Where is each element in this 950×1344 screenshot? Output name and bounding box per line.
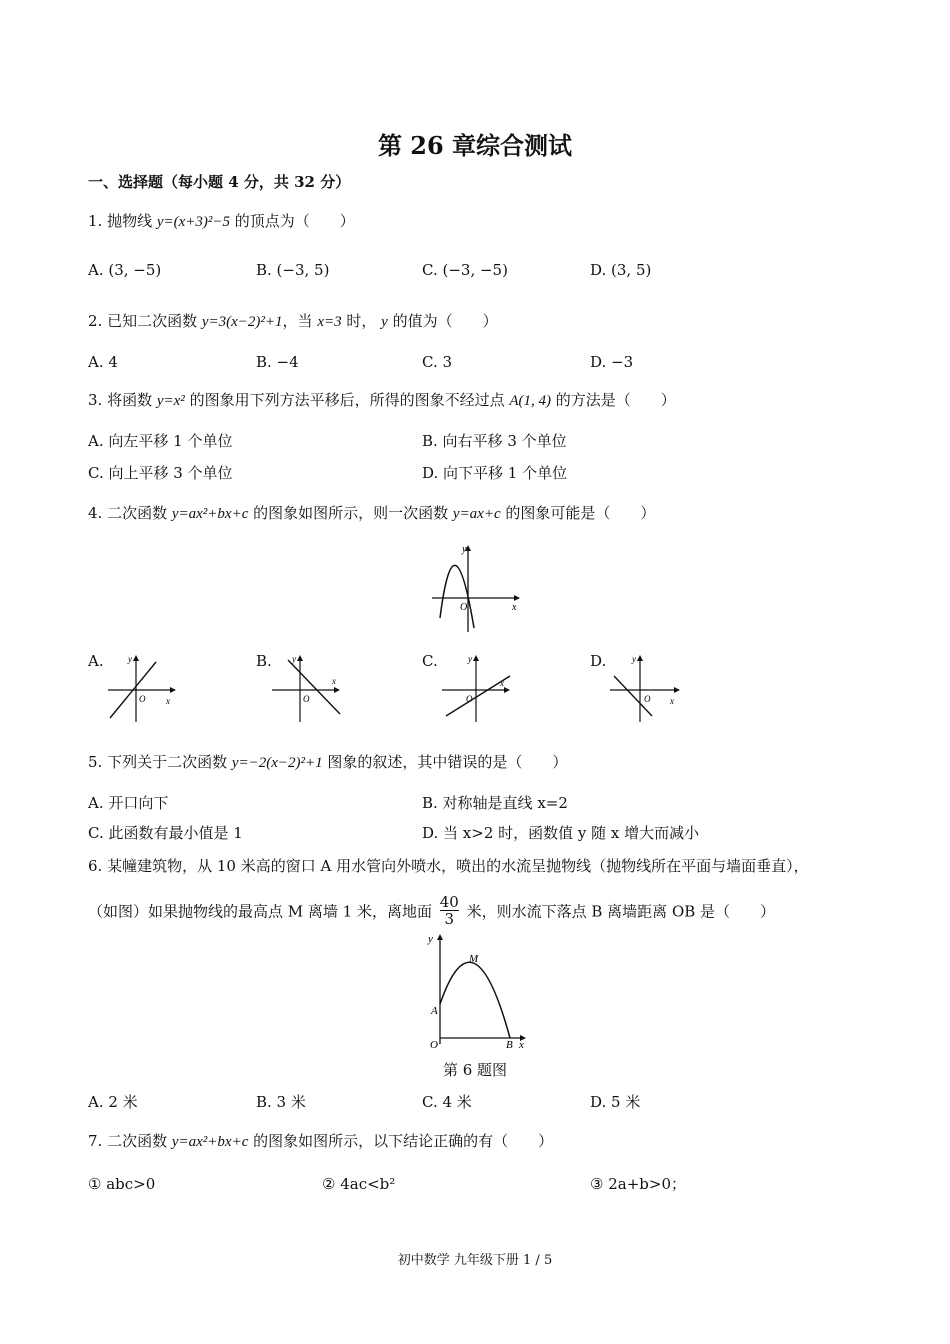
q4-option-d-graph	[608, 652, 682, 724]
q2-option-d[interactable]: D. −3	[590, 353, 634, 371]
svg-text:y: y	[468, 654, 472, 664]
q6-fountain-figure	[420, 928, 530, 1050]
svg-text:y: y	[428, 933, 433, 945]
svg-text:y: y	[632, 654, 636, 664]
svg-text:x: x	[166, 696, 170, 706]
q7-conclusion-1: ① abc>0	[88, 1175, 156, 1193]
q1-option-a[interactable]: A. (3, −5)	[88, 261, 162, 279]
q2-option-a[interactable]: A. 4	[88, 353, 118, 371]
q1-option-b[interactable]: B. (−3, 5)	[256, 261, 330, 279]
question-7-stem: 7. 二次函数 y=ax²+bx+c 的图象如图所示，以下结论正确的有（ ）	[88, 1132, 554, 1150]
question-2-stem: 2. 已知二次函数 y=3(x−2)²+1，当 x=3 时， y 的值为（ ）	[88, 312, 498, 330]
q4-option-b[interactable]: B.	[256, 652, 272, 670]
q6-figure-caption: 第 6 题图	[442, 1061, 508, 1079]
q6-option-b[interactable]: B. 3 米	[256, 1093, 306, 1111]
q2-option-b[interactable]: B. −4	[256, 353, 299, 371]
q6-option-d[interactable]: D. 5 米	[590, 1093, 641, 1111]
q5-option-b[interactable]: B. 对称轴是直线 x=2	[422, 794, 568, 812]
page-footer: 初中数学 九年级下册 1 / 5	[397, 1253, 553, 1268]
question-3-stem: 3. 将函数 y=x² 的图象用下列方法平移后，所得的图象不经过点 A(1, 4) 的方法是（ ）	[88, 391, 676, 409]
q1-option-c[interactable]: C. (−3, −5)	[422, 261, 508, 279]
q4-option-c-graph	[440, 652, 514, 724]
q5-option-c[interactable]: C. 此函数有最小值是 1	[88, 824, 243, 842]
svg-text:O: O	[644, 694, 651, 704]
q6-option-c[interactable]: C. 4 米	[422, 1093, 472, 1111]
q4-option-d[interactable]: D.	[590, 652, 607, 670]
svg-text:y: y	[292, 654, 296, 664]
svg-text:O: O	[430, 1039, 438, 1050]
q4-option-c[interactable]: C.	[422, 652, 438, 670]
q2-option-c[interactable]: C. 3	[422, 353, 453, 371]
question-6-stem-line2: （如图）如果抛物线的最高点 M 离墙 1 米，离地面 $\frac{40}{3}$ 米，则水流下落点 B 离墙距离 OB 是（ ）	[88, 893, 776, 928]
q3-option-d[interactable]: D. 向下平移 1 个单位	[422, 464, 568, 482]
svg-text:A: A	[431, 1005, 438, 1017]
svg-text:x: x	[500, 678, 504, 688]
svg-text:y: y	[462, 544, 467, 555]
q5-option-a[interactable]: A. 开口向下	[88, 794, 169, 812]
svg-text:x: x	[670, 696, 674, 706]
q7-conclusion-2: ② 4ac<b²	[322, 1175, 396, 1193]
question-6-stem-line1: 6. 某幢建筑物，从 10 米高的窗口 A 用水管向外喷水，喷出的水流呈抛物线（抛物线所在平面与墙面垂直），	[88, 857, 809, 875]
page-title: 第 26 章综合测试	[377, 131, 573, 160]
q5-option-d[interactable]: D. 当 x>2 时，函数值 y 随 x 增大而减小	[422, 824, 700, 842]
svg-text:x: x	[512, 602, 517, 613]
q4-option-b-graph	[270, 652, 344, 724]
q7-conclusion-3: ③ 2a+b>0；	[590, 1175, 686, 1193]
svg-text:O: O	[466, 694, 473, 704]
q3-option-c[interactable]: C. 向上平移 3 个单位	[88, 464, 233, 482]
q4-option-a-graph	[106, 652, 178, 724]
q6-option-a[interactable]: A. 2 米	[88, 1093, 138, 1111]
svg-text:y: y	[128, 654, 132, 664]
q4-parabola-figure	[430, 540, 522, 634]
svg-text:B: B	[506, 1039, 513, 1050]
q1-option-d[interactable]: D. (3, 5)	[590, 261, 652, 279]
svg-text:x: x	[332, 676, 336, 686]
svg-text:O: O	[139, 694, 146, 704]
svg-text:x: x	[519, 1039, 524, 1050]
svg-text:O: O	[303, 694, 310, 704]
question-1-stem: 1. 抛物线 y=(x+3)²−5 的顶点为（ ）	[88, 212, 355, 230]
svg-text:O: O	[460, 602, 468, 613]
svg-text:M: M	[469, 953, 479, 965]
question-5-stem: 5. 下列关于二次函数 y=−2(x−2)²+1 图象的叙述，其中错误的是（ ）	[88, 753, 568, 771]
q4-option-a[interactable]: A.	[88, 652, 104, 670]
question-4-stem: 4. 二次函数 y=ax²+bx+c 的图象如图所示，则一次函数 y=ax+c 的图象可能是（ ）	[88, 504, 656, 522]
q3-option-a[interactable]: A. 向左平移 1 个单位	[88, 432, 233, 450]
q3-option-b[interactable]: B. 向右平移 3 个单位	[422, 432, 567, 450]
section-heading: 一、选择题（每小题 4 分，共 32 分）	[88, 173, 351, 191]
